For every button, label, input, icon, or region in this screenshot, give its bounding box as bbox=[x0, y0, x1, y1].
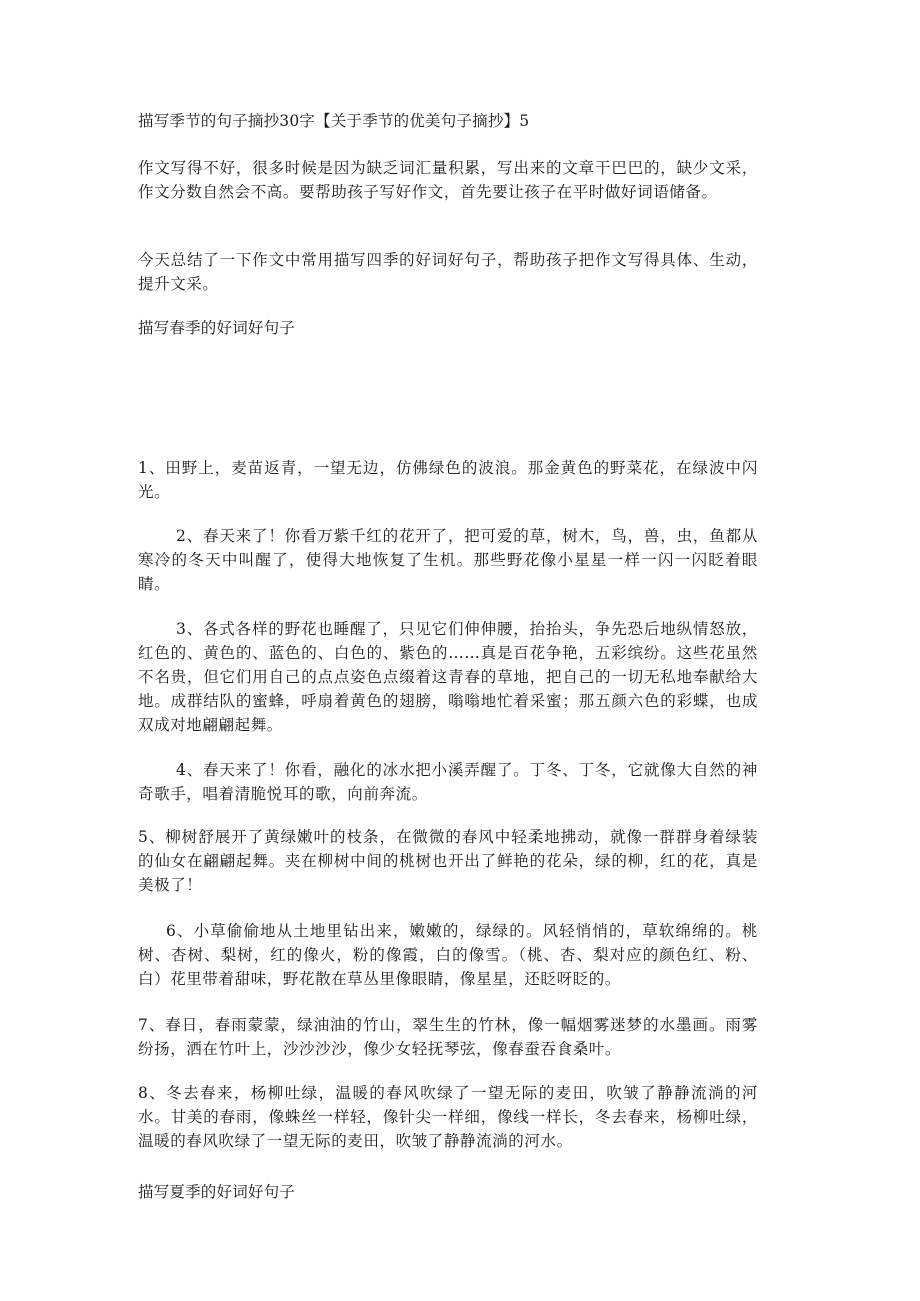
spring-item-4: 4、春天来了！你看，融化的冰水把小溪弄醒了。丁冬、丁冬，它就像大自然的神奇歌手，唱着清脆悦耳的歌，向前奔流。 bbox=[138, 761, 758, 803]
summer-heading: 描写夏季的好词好句子 bbox=[138, 1183, 296, 1201]
spring-item-7: 7、春日，春雨蒙蒙，绿油油的竹山，翠生生的竹林，像一幅烟雾迷梦的水墨画。雨雾纷扬，洒在竹叶上，沙沙沙沙，像少女轻抚琴弦，像春蚕吞食桑叶。 bbox=[138, 1016, 758, 1058]
intro-paragraph-2: 今天总结了一下作文中常用描写四季的好词好句子，帮助孩子把作文写得具体、生动，提升文采。 bbox=[138, 251, 758, 293]
spring-item-5: 5、柳树舒展开了黄绿嫩叶的枝条，在微微的春风中轻柔地拂动，就像一群群身着绿装的仙女在翩翩起舞。夹在柳树中间的桃树也开出了鲜艳的花朵，绿的柳，红的花，真是美极了！ bbox=[138, 828, 758, 894]
spring-item-6: 6、小草偷偷地从土地里钻出来，嫩嫩的，绿绿的。风轻悄悄的，草软绵绵的。桃树、杏树、梨树，红的像火，粉的像霞，白的像雪。（桃、杏、梨对应的颜色红、粉、白）花里带着甜味，野花散在草丛里像眼睛，像星星，还眨呀眨的。 bbox=[138, 922, 758, 988]
spring-heading: 描写春季的好词好句子 bbox=[138, 319, 296, 337]
spring-item-2: 2、春天来了！你看万紫千红的花开了，把可爱的草，树木，鸟，兽，虫，鱼都从寒冷的冬天中叫醒了，使得大地恢复了生机。那些野花像小星星一样一闪一闪眨着眼睛。 bbox=[138, 527, 758, 593]
spring-item-3: 3、各式各样的野花也睡醒了，只见它们伸伸腰，抬抬头，争先恐后地纵情怒放，红色的、黄色的、蓝色的、白色的、紫色的……真是百花争艳，五彩缤纷。这些花虽然不名贵，但它们用自己的点点姿色点缀着这青春的草地，把自己的一切无私地奉献给大地。成群结队的蜜蜂，呼扇着黄色的翅膀，嗡嗡地忙着采蜜；那五颜六色的彩蝶，也成双成对地翩翩起舞。 bbox=[138, 620, 758, 734]
spring-item-8: 8、冬去春来，杨柳吐绿，温暖的春风吹绿了一望无际的麦田，吹皱了静静流淌的河水。甘美的春雨，像蛛丝一样轻，像针尖一样细，像线一样长，冬去春来，杨柳吐绿，温暖的春风吹绿了一望无际的麦田，吹皱了静静流淌的河水。 bbox=[138, 1084, 758, 1150]
intro-paragraph-1: 作文写得不好，很多时候是因为缺乏词汇量积累，写出来的文章干巴巴的，缺少文采，作文分数自然会不高。要帮助孩子写好作文，首先要让孩子在平时做好词语储备。 bbox=[138, 159, 758, 201]
spring-item-1: 1、田野上，麦苗返青，一望无边，仿佛绿色的波浪。那金黄色的野菜花，在绿波中闪光。 bbox=[138, 459, 758, 501]
document-title: 描写季节的句子摘抄30字【关于季节的优美句子摘抄】5 bbox=[138, 112, 530, 130]
